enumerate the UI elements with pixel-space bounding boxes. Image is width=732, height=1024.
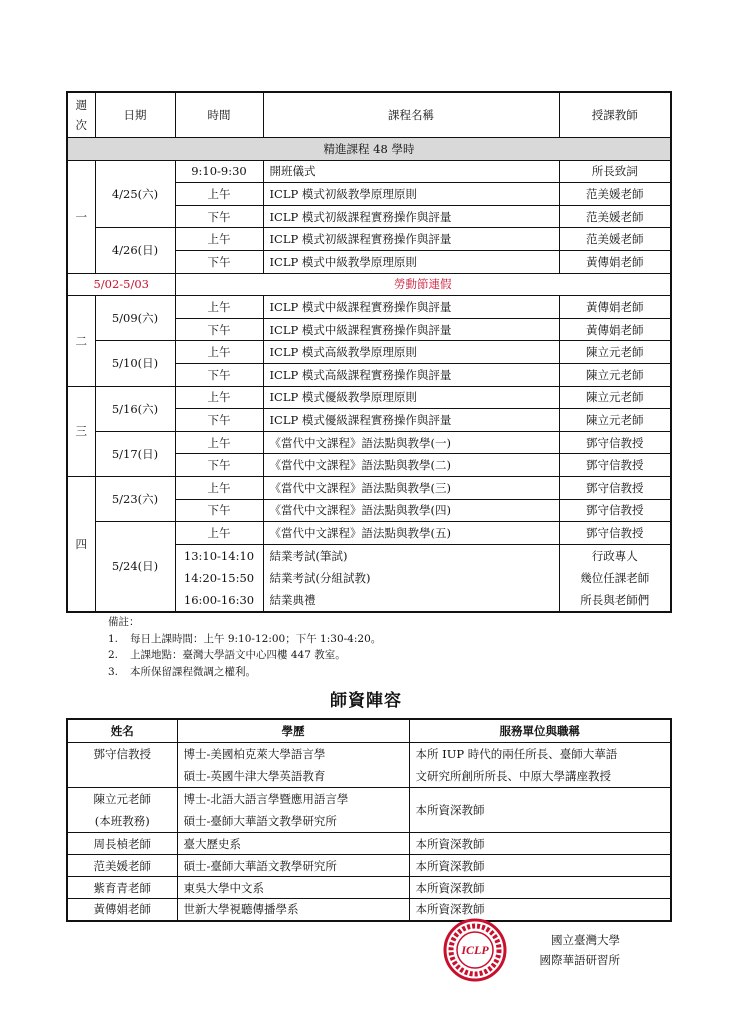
teacher-cell: 鄧守信教授 xyxy=(559,476,671,499)
note-item xyxy=(108,647,381,664)
note-text: 每日上課時間：上午 9:10-12:00；下午 1:30-4:20。 xyxy=(130,632,382,645)
faculty-education: 臺大歷史系 xyxy=(177,833,409,855)
header-date: 日期 xyxy=(95,92,175,138)
teacher-cell: 范美媛老師 xyxy=(559,228,671,251)
time-cell: 下午 xyxy=(175,409,263,432)
date-cell: 4/25(六) xyxy=(95,160,175,228)
time-cell: 下午 xyxy=(175,250,263,273)
faculty-education xyxy=(177,743,409,788)
time-cell: 9:10-9:30 xyxy=(175,160,263,183)
header-week-text: 週 次 xyxy=(75,98,87,132)
table-row xyxy=(67,877,671,899)
course-cell: 《當代中文課程》語法點與教學(四) xyxy=(263,499,559,522)
faculty-table xyxy=(66,718,672,922)
school-line-2: 國際華語研習所 xyxy=(539,953,620,967)
table-row xyxy=(67,386,671,409)
note-item xyxy=(108,631,381,648)
school-line-1: 國立臺灣大學 xyxy=(551,933,620,947)
teacher-cell: 陳立元老師 xyxy=(559,386,671,409)
course-line: 結業考試(筆試) xyxy=(269,548,348,563)
teacher-cell: 鄧守信教授 xyxy=(559,454,671,477)
table-row xyxy=(67,855,671,877)
table-row xyxy=(67,160,671,183)
header-time: 時間 xyxy=(175,92,263,138)
course-cell: ICLP 模式中級課程實務操作與評量 xyxy=(263,318,559,341)
course-cell: ICLP 模式優級課程實務操作與評量 xyxy=(263,409,559,432)
week-cell: 四 xyxy=(67,476,95,611)
teacher-line: 所長與老師們 xyxy=(580,592,650,607)
time-line: 16:00-16:30 xyxy=(183,592,255,607)
course-cell: ICLP 模式高級教學原理原則 xyxy=(263,341,559,364)
schedule-table xyxy=(66,91,672,613)
course-cell: ICLP 模式中級教學原理原則 xyxy=(263,250,559,273)
course-cell: 《當代中文課程》語法點與教學(五) xyxy=(263,522,559,545)
faculty-position: 本所資深教師 xyxy=(409,855,671,877)
teacher-cell: 黃傳娟老師 xyxy=(559,318,671,341)
table-row xyxy=(67,833,671,855)
faculty-position: 本所資深教師 xyxy=(409,877,671,899)
date-cell: 4/26(日) xyxy=(95,228,175,273)
header-position: 服務單位與職稱 xyxy=(409,719,671,743)
faculty-education: 碩士-臺師大華語文教學研究所 xyxy=(177,855,409,877)
faculty-name: 周長楨老師 xyxy=(67,833,177,855)
table-row xyxy=(67,899,671,921)
time-cell: 下午 xyxy=(175,363,263,386)
faculty-education: 東吳大學中文系 xyxy=(177,877,409,899)
holiday-date: 5/02-5/03 xyxy=(67,273,175,296)
course-cell: 《當代中文課程》語法點與教學(三) xyxy=(263,476,559,499)
teacher-cell: 陳立元老師 xyxy=(559,363,671,386)
time-cell: 下午 xyxy=(175,454,263,477)
header-education: 學歷 xyxy=(177,719,409,743)
edu-line: 碩士-英國牛津大學英語教育 xyxy=(183,769,326,783)
svg-text:ICLP: ICLP xyxy=(461,943,489,957)
date-cell: 5/24(日) xyxy=(95,522,175,612)
band-row xyxy=(67,138,671,161)
faculty-name: 范美媛老師 xyxy=(67,855,177,877)
time-cell: 上午 xyxy=(175,431,263,454)
date-cell: 5/23(六) xyxy=(95,476,175,521)
teacher-cell: 鄧守信教授 xyxy=(559,499,671,522)
note-number: 3. xyxy=(108,665,119,678)
teacher-cell: 陳立元老師 xyxy=(559,341,671,364)
week-cell: 一 xyxy=(67,160,95,273)
course-cell: ICLP 模式優級教學原理原則 xyxy=(263,386,559,409)
course-line: 結業考試(分組試教) xyxy=(269,570,371,585)
teacher-cell: 黃傳娟老師 xyxy=(559,296,671,319)
name-line: 陳立元老師 xyxy=(93,792,151,806)
faculty-title: 師資陣容 xyxy=(330,691,402,711)
iclp-seal-logo xyxy=(443,918,507,982)
time-cell: 上午 xyxy=(175,386,263,409)
time-cell: 上午 xyxy=(175,228,263,251)
name-line: (本班教務) xyxy=(94,814,150,828)
time-cell: 下午 xyxy=(175,318,263,341)
edu-line: 博士-美國柏克萊大學語言學 xyxy=(183,747,326,761)
note-text: 上課地點：臺灣大學語文中心四樓 447 教室。 xyxy=(130,649,346,661)
date-cell: 5/09(六) xyxy=(95,296,175,341)
schedule-header-row xyxy=(67,92,671,138)
teacher-cell: 范美媛老師 xyxy=(559,183,671,206)
time-cell: 上午 xyxy=(175,296,263,319)
faculty-education xyxy=(177,788,409,833)
header-week xyxy=(67,92,95,138)
note-text: 本所保留課程微調之權利。 xyxy=(130,665,256,678)
school-name xyxy=(520,930,620,970)
week-cell: 二 xyxy=(67,296,95,386)
teacher-cell: 鄧守信教授 xyxy=(559,522,671,545)
edu-line: 博士-北語大語言學暨應用語言學 xyxy=(183,792,349,806)
name-line: 鄧守信教授 xyxy=(93,747,151,761)
date-cell: 5/10(日) xyxy=(95,341,175,386)
course-cell: 《當代中文課程》語法點與教學(一) xyxy=(263,431,559,454)
header-course: 課程名稱 xyxy=(263,92,559,138)
table-row xyxy=(67,788,671,833)
teacher-cell: 鄧守信教授 xyxy=(559,431,671,454)
band-title: 精進課程 48 學時 xyxy=(67,138,671,161)
faculty-position: 本所資深教師 xyxy=(409,788,671,833)
teacher-line: 幾位任課老師 xyxy=(580,570,650,585)
time-cell: 上午 xyxy=(175,476,263,499)
course-cell: ICLP 模式中級課程實務操作與評量 xyxy=(263,296,559,319)
week-cell: 三 xyxy=(67,386,95,476)
time-cell: 下午 xyxy=(175,205,263,228)
time-cell: 上午 xyxy=(175,522,263,545)
course-cell: ICLP 模式高級課程實務操作與評量 xyxy=(263,363,559,386)
note-number: 1. xyxy=(108,632,119,645)
course-cell: 《當代中文課程》語法點與教學(二) xyxy=(263,454,559,477)
teacher-cell: 黃傳娟老師 xyxy=(559,250,671,273)
faculty-header-row xyxy=(67,719,671,743)
job-line: 文研究所創所所長、中原大學講座教授 xyxy=(415,769,611,783)
header-teacher: 授課教師 xyxy=(559,92,671,138)
course-cell: ICLP 模式初級課程實務操作與評量 xyxy=(263,228,559,251)
holiday-row xyxy=(67,273,671,296)
time-line: 13:10-14:10 xyxy=(183,548,255,563)
faculty-name xyxy=(67,743,177,788)
course-cell: 開班儀式 xyxy=(263,160,559,183)
table-row xyxy=(67,296,671,319)
table-row xyxy=(67,522,671,545)
teacher-cell xyxy=(559,544,671,612)
faculty-position: 本所資深教師 xyxy=(409,899,671,921)
edu-line: 碩士-臺師大華語文教學研究所 xyxy=(183,814,337,828)
faculty-education: 世新大學視聽傳播學系 xyxy=(177,899,409,921)
teacher-cell: 范美媛老師 xyxy=(559,205,671,228)
time-cell: 下午 xyxy=(175,499,263,522)
holiday-label: 勞動節連假 xyxy=(175,273,671,296)
job-line: 本所 IUP 時代的兩任所長、臺師大華語 xyxy=(415,747,618,761)
time-line: 14:20-15:50 xyxy=(183,570,255,585)
course-cell: ICLP 模式初級教學原理原則 xyxy=(263,183,559,206)
table-row xyxy=(67,431,671,454)
course-cell: ICLP 模式初級課程實務操作與評量 xyxy=(263,205,559,228)
table-row xyxy=(67,476,671,499)
date-cell: 5/17(日) xyxy=(95,431,175,476)
course-cell xyxy=(263,544,559,612)
date-cell: 5/16(六) xyxy=(95,386,175,431)
table-row xyxy=(67,341,671,364)
faculty-name: 紫育青老師 xyxy=(67,877,177,899)
faculty-name xyxy=(67,788,177,833)
time-cell: 上午 xyxy=(175,341,263,364)
course-line: 結業典禮 xyxy=(269,592,316,607)
faculty-name: 黃傳娟老師 xyxy=(67,899,177,921)
time-cell: 上午 xyxy=(175,183,263,206)
teacher-cell: 所長致詞 xyxy=(559,160,671,183)
table-row xyxy=(67,743,671,788)
notes-title: 備註： xyxy=(108,616,140,628)
time-cell xyxy=(175,544,263,612)
note-item xyxy=(108,664,381,681)
faculty-position: 本所資深教師 xyxy=(409,833,671,855)
header-name: 姓名 xyxy=(67,719,177,743)
faculty-position xyxy=(409,743,671,788)
teacher-line: 行政專人 xyxy=(591,548,638,563)
teacher-cell: 陳立元老師 xyxy=(559,409,671,432)
note-number: 2. xyxy=(108,649,119,661)
notes xyxy=(108,614,381,680)
table-row xyxy=(67,228,671,251)
